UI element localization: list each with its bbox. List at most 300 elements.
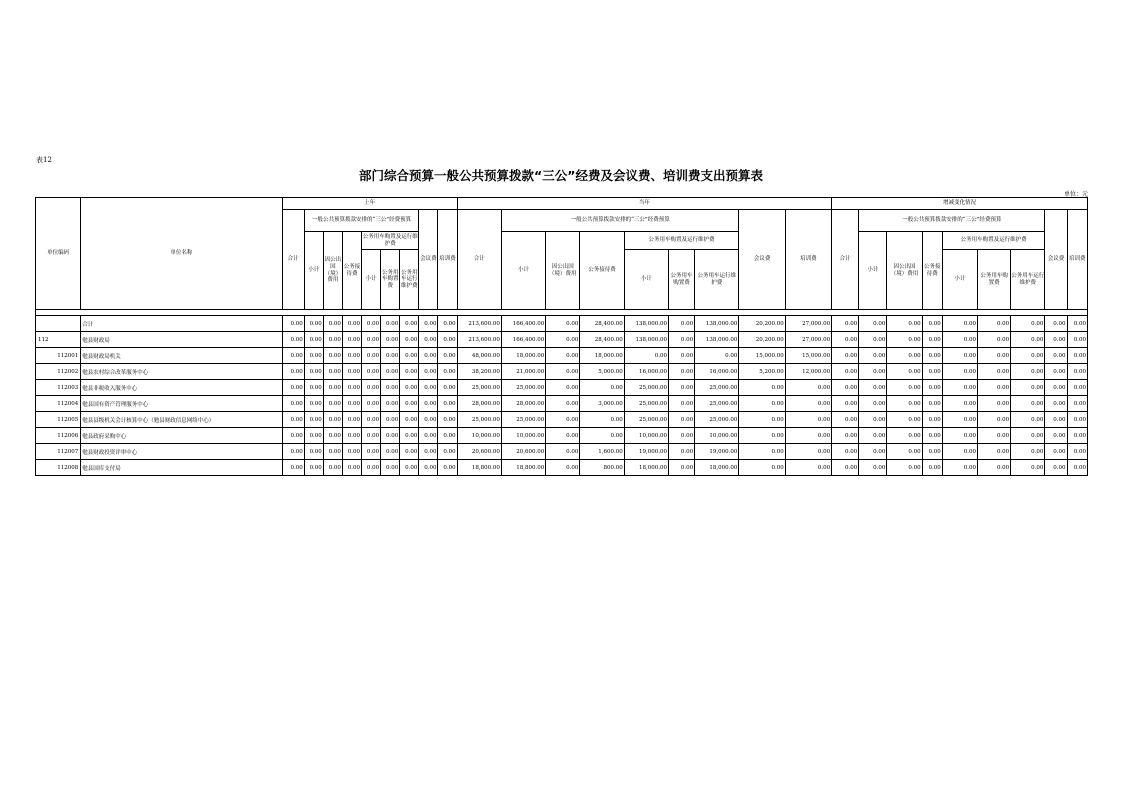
change-value-cell: 0.00 <box>859 332 887 348</box>
header-ch-meeting: 会议费 <box>1045 210 1067 310</box>
last-year-value-cell: 0.00 <box>438 380 457 396</box>
change-value-cell: 0.00 <box>942 396 977 412</box>
header-ch-vehicle-run: 公务用车运行维护费 <box>1011 250 1045 310</box>
unit-label: 单位：元 <box>1063 191 1088 198</box>
this-year-value-cell: 213,600.00 <box>457 332 501 348</box>
change-value-cell: 0.00 <box>832 380 859 396</box>
last-year-value-cell: 0.00 <box>438 396 457 412</box>
change-value-cell: 0.00 <box>942 332 977 348</box>
this-year-value-cell: 0.00 <box>668 332 694 348</box>
this-year-value-cell: 166,400.00 <box>501 332 545 348</box>
last-year-value-cell: 0.00 <box>323 348 342 364</box>
header-ty-vehicle: 公务用车购置及运行维护费 <box>624 232 739 250</box>
last-year-value-cell: 0.00 <box>282 332 304 348</box>
this-year-value-cell: 0.00 <box>785 444 831 460</box>
this-year-value-cell: 0.00 <box>546 412 580 428</box>
change-value-cell: 0.00 <box>1045 380 1067 396</box>
header-ty-total: 合计 <box>457 210 501 310</box>
unit-code-cell: 112003 <box>36 380 81 396</box>
unit-code-cell: 112002 <box>36 364 81 380</box>
last-year-value-cell: 0.00 <box>400 396 419 412</box>
page-title: 部门综合预算一般公共预算拨款“三公”经费及会议费、培训费支出预算表 <box>359 168 763 183</box>
this-year-value-cell: 0.00 <box>739 412 785 428</box>
last-year-value-cell: 0.00 <box>400 428 419 444</box>
this-year-value-cell: 0.00 <box>695 348 739 364</box>
change-value-cell: 0.00 <box>859 412 887 428</box>
table-row <box>36 380 1088 396</box>
this-year-value-cell: 0.00 <box>668 316 694 332</box>
this-year-value-cell: 0.00 <box>546 396 580 412</box>
unit-name-cell: 勉县财政局机关 <box>81 348 282 364</box>
this-year-value-cell: 25,000.00 <box>501 412 545 428</box>
unit-code-cell: 112006 <box>36 428 81 444</box>
this-year-value-cell: 0.00 <box>668 428 694 444</box>
last-year-value-cell: 0.00 <box>438 444 457 460</box>
change-value-cell: 0.00 <box>1011 364 1045 380</box>
last-year-value-cell: 0.00 <box>400 380 419 396</box>
last-year-value-cell: 0.00 <box>400 348 419 364</box>
last-year-value-cell: 0.00 <box>304 364 323 380</box>
header-ly-vehicle-buy: 公务用车购置费 <box>381 250 400 310</box>
unit-code-cell: 112005 <box>36 412 81 428</box>
change-value-cell: 0.00 <box>1067 364 1087 380</box>
change-value-cell: 0.00 <box>859 348 887 364</box>
change-value-cell: 0.00 <box>1011 428 1045 444</box>
last-year-value-cell: 0.00 <box>304 412 323 428</box>
this-year-value-cell: 48,000.00 <box>457 348 501 364</box>
this-year-value-cell: 18,000.00 <box>580 348 624 364</box>
change-value-cell: 0.00 <box>942 380 977 396</box>
this-year-value-cell: 18,800.00 <box>457 460 501 476</box>
table-row <box>36 412 1088 428</box>
this-year-value-cell: 0.00 <box>739 444 785 460</box>
this-year-value-cell: 0.00 <box>580 380 624 396</box>
last-year-value-cell: 0.00 <box>282 380 304 396</box>
change-value-cell: 0.00 <box>1011 380 1045 396</box>
this-year-value-cell: 25,000.00 <box>695 412 739 428</box>
last-year-value-cell: 0.00 <box>304 460 323 476</box>
table-row <box>36 316 1088 332</box>
table-row <box>36 348 1088 364</box>
this-year-value-cell: 3,000.00 <box>580 396 624 412</box>
change-value-cell: 0.00 <box>859 316 887 332</box>
this-year-value-cell: 0.00 <box>739 380 785 396</box>
last-year-value-cell: 0.00 <box>381 396 400 412</box>
change-value-cell: 0.00 <box>887 412 922 428</box>
last-year-value-cell: 0.00 <box>362 348 381 364</box>
last-year-value-cell: 0.00 <box>419 348 438 364</box>
last-year-value-cell: 0.00 <box>381 412 400 428</box>
header-ly-meeting: 会议费 <box>419 210 438 310</box>
this-year-value-cell: 0.00 <box>739 460 785 476</box>
this-year-value-cell: 0.00 <box>785 396 831 412</box>
this-year-value-cell: 0.00 <box>624 348 668 364</box>
last-year-value-cell: 0.00 <box>282 364 304 380</box>
change-value-cell: 0.00 <box>887 428 922 444</box>
last-year-value-cell: 0.00 <box>438 460 457 476</box>
change-value-cell: 0.00 <box>832 460 859 476</box>
last-year-value-cell: 0.00 <box>381 348 400 364</box>
last-year-value-cell: 0.00 <box>381 364 400 380</box>
change-value-cell: 0.00 <box>977 444 1010 460</box>
header-ch-vehicle-buy: 公务用车购置费 <box>977 250 1010 310</box>
change-value-cell: 0.00 <box>942 316 977 332</box>
this-year-value-cell: 0.00 <box>785 412 831 428</box>
header-last-year: 上年 <box>282 198 457 210</box>
this-year-value-cell: 0.00 <box>668 380 694 396</box>
this-year-value-cell: 27,000.00 <box>785 332 831 348</box>
change-value-cell: 0.00 <box>922 460 942 476</box>
this-year-value-cell: 0.00 <box>785 428 831 444</box>
last-year-value-cell: 0.00 <box>282 316 304 332</box>
last-year-value-cell: 0.00 <box>419 396 438 412</box>
change-value-cell: 0.00 <box>832 332 859 348</box>
this-year-value-cell: 20,600.00 <box>457 444 501 460</box>
last-year-value-cell: 0.00 <box>362 444 381 460</box>
change-value-cell: 0.00 <box>977 316 1010 332</box>
this-year-value-cell: 18,000.00 <box>624 460 668 476</box>
this-year-value-cell: 138,000.00 <box>695 316 739 332</box>
this-year-value-cell: 25,000.00 <box>624 396 668 412</box>
unit-code-cell: 112008 <box>36 460 81 476</box>
this-year-value-cell: 0.00 <box>546 444 580 460</box>
change-value-cell: 0.00 <box>1045 444 1067 460</box>
last-year-value-cell: 0.00 <box>323 412 342 428</box>
header-ch-sangong: 一般公共预算拨款安排的“三公”经费预算 <box>859 210 1045 232</box>
last-year-value-cell: 0.00 <box>400 460 419 476</box>
change-value-cell: 0.00 <box>942 460 977 476</box>
last-year-value-cell: 0.00 <box>323 380 342 396</box>
last-year-value-cell: 0.00 <box>438 364 457 380</box>
header-ch-training: 培训费 <box>1067 210 1087 310</box>
change-value-cell: 0.00 <box>922 412 942 428</box>
table-row <box>36 444 1088 460</box>
last-year-value-cell: 0.00 <box>438 428 457 444</box>
this-year-value-cell: 20,200.00 <box>739 316 785 332</box>
last-year-value-cell: 0.00 <box>362 380 381 396</box>
header-ty-meeting: 会议费 <box>739 210 785 310</box>
change-value-cell: 0.00 <box>832 364 859 380</box>
change-value-cell: 0.00 <box>887 444 922 460</box>
this-year-value-cell: 213,600.00 <box>457 316 501 332</box>
change-value-cell: 0.00 <box>1011 348 1045 364</box>
last-year-value-cell: 0.00 <box>381 444 400 460</box>
change-value-cell: 0.00 <box>859 396 887 412</box>
last-year-value-cell: 0.00 <box>438 316 457 332</box>
last-year-value-cell: 0.00 <box>400 412 419 428</box>
table-row <box>36 396 1088 412</box>
last-year-value-cell: 0.00 <box>438 348 457 364</box>
last-year-value-cell: 0.00 <box>419 444 438 460</box>
change-value-cell: 0.00 <box>1045 332 1067 348</box>
this-year-value-cell: 0.00 <box>739 396 785 412</box>
last-year-value-cell: 0.00 <box>419 364 438 380</box>
this-year-value-cell: 28,400.00 <box>580 332 624 348</box>
table-row <box>36 428 1088 444</box>
change-value-cell: 0.00 <box>832 428 859 444</box>
change-value-cell: 0.00 <box>1045 460 1067 476</box>
table-row <box>36 364 1088 380</box>
header-this-year: 当年 <box>457 198 831 210</box>
header-ch-abroad: 因公出国（境）费用 <box>887 232 922 310</box>
change-value-cell: 0.00 <box>1067 348 1087 364</box>
change-value-cell: 0.00 <box>977 332 1010 348</box>
header-ly-reception: 公务接待费 <box>342 232 361 310</box>
change-value-cell: 0.00 <box>832 444 859 460</box>
last-year-value-cell: 0.00 <box>282 348 304 364</box>
change-value-cell: 0.00 <box>832 316 859 332</box>
change-value-cell: 0.00 <box>887 380 922 396</box>
last-year-value-cell: 0.00 <box>381 460 400 476</box>
this-year-value-cell: 0.00 <box>580 428 624 444</box>
change-value-cell: 0.00 <box>1011 460 1045 476</box>
last-year-value-cell: 0.00 <box>400 364 419 380</box>
last-year-value-cell: 0.00 <box>438 412 457 428</box>
last-year-value-cell: 0.00 <box>419 460 438 476</box>
header-ty-sangong: 一般公共预算拨款安排的“三公”经费预算 <box>501 210 739 232</box>
unit-name-cell: 勉县县级机关会计核算中心（勉县财政信息网络中心） <box>81 412 282 428</box>
change-value-cell: 0.00 <box>922 396 942 412</box>
this-year-value-cell: 0.00 <box>546 332 580 348</box>
this-year-value-cell: 1,600.00 <box>580 444 624 460</box>
header-ty-reception: 公务接待费 <box>580 232 624 310</box>
last-year-value-cell: 0.00 <box>400 444 419 460</box>
last-year-value-cell: 0.00 <box>282 460 304 476</box>
last-year-value-cell: 0.00 <box>362 396 381 412</box>
header-ly-abroad: 因公出国（境）费用 <box>323 232 342 310</box>
change-value-cell: 0.00 <box>1011 412 1045 428</box>
change-value-cell: 0.00 <box>1067 380 1087 396</box>
this-year-value-cell: 18,000.00 <box>695 460 739 476</box>
this-year-value-cell: 28,000.00 <box>457 396 501 412</box>
change-value-cell: 0.00 <box>859 380 887 396</box>
this-year-value-cell: 15,000.00 <box>785 348 831 364</box>
change-value-cell: 0.00 <box>887 348 922 364</box>
header-ch-vehicle-subtotal: 小计 <box>942 250 977 310</box>
change-value-cell: 0.00 <box>1045 428 1067 444</box>
this-year-value-cell: 0.00 <box>785 380 831 396</box>
last-year-value-cell: 0.00 <box>304 380 323 396</box>
this-year-value-cell: 0.00 <box>785 460 831 476</box>
unit-code-cell: 112004 <box>36 396 81 412</box>
change-value-cell: 0.00 <box>922 380 942 396</box>
last-year-value-cell: 0.00 <box>419 316 438 332</box>
this-year-value-cell: 5,000.00 <box>580 364 624 380</box>
last-year-value-cell: 0.00 <box>282 444 304 460</box>
change-value-cell: 0.00 <box>887 396 922 412</box>
change-value-cell: 0.00 <box>1067 412 1087 428</box>
unit-name-cell: 勉县国有资产管理服务中心 <box>81 396 282 412</box>
change-value-cell: 0.00 <box>1067 444 1087 460</box>
change-value-cell: 0.00 <box>977 460 1010 476</box>
last-year-value-cell: 0.00 <box>381 380 400 396</box>
this-year-value-cell: 5,200.00 <box>739 364 785 380</box>
last-year-value-cell: 0.00 <box>304 316 323 332</box>
last-year-value-cell: 0.00 <box>342 348 361 364</box>
this-year-value-cell: 18,000.00 <box>501 348 545 364</box>
change-value-cell: 0.00 <box>832 396 859 412</box>
this-year-value-cell: 0.00 <box>580 412 624 428</box>
this-year-value-cell: 25,000.00 <box>695 396 739 412</box>
change-value-cell: 0.00 <box>859 444 887 460</box>
last-year-value-cell: 0.00 <box>342 444 361 460</box>
this-year-value-cell: 0.00 <box>546 316 580 332</box>
this-year-value-cell: 10,000.00 <box>457 428 501 444</box>
unit-name-cell: 勉县国库支付局 <box>81 460 282 476</box>
last-year-value-cell: 0.00 <box>323 332 342 348</box>
change-value-cell: 0.00 <box>887 364 922 380</box>
this-year-value-cell: 166,400.00 <box>501 316 545 332</box>
this-year-value-cell: 0.00 <box>668 444 694 460</box>
last-year-value-cell: 0.00 <box>323 460 342 476</box>
this-year-value-cell: 0.00 <box>546 428 580 444</box>
last-year-value-cell: 0.00 <box>342 364 361 380</box>
change-value-cell: 0.00 <box>977 428 1010 444</box>
last-year-value-cell: 0.00 <box>304 348 323 364</box>
change-value-cell: 0.00 <box>1067 428 1087 444</box>
change-value-cell: 0.00 <box>859 364 887 380</box>
this-year-value-cell: 138,000.00 <box>624 316 668 332</box>
unit-name-cell: 合计 <box>81 316 282 332</box>
this-year-value-cell: 19,000.00 <box>624 444 668 460</box>
change-value-cell: 0.00 <box>1067 316 1087 332</box>
this-year-value-cell: 138,000.00 <box>624 332 668 348</box>
last-year-value-cell: 0.00 <box>342 396 361 412</box>
change-value-cell: 0.00 <box>977 348 1010 364</box>
this-year-value-cell: 27,000.00 <box>785 316 831 332</box>
change-value-cell: 0.00 <box>922 364 942 380</box>
this-year-value-cell: 12,000.00 <box>785 364 831 380</box>
change-value-cell: 0.00 <box>977 380 1010 396</box>
change-value-cell: 0.00 <box>832 412 859 428</box>
header-ch-reception: 公务接待费 <box>922 232 942 310</box>
header-ty-vehicle-buy: 公务用车购置费 <box>668 250 694 310</box>
change-value-cell: 0.00 <box>1011 444 1045 460</box>
last-year-value-cell: 0.00 <box>342 316 361 332</box>
change-value-cell: 0.00 <box>922 348 942 364</box>
unit-code-cell: 112001 <box>36 348 81 364</box>
last-year-value-cell: 0.00 <box>362 316 381 332</box>
change-value-cell: 0.00 <box>1067 332 1087 348</box>
last-year-value-cell: 0.00 <box>323 364 342 380</box>
last-year-value-cell: 0.00 <box>419 412 438 428</box>
header-ch-vehicle: 公务用车购置及运行维护费 <box>942 232 1045 250</box>
last-year-value-cell: 0.00 <box>282 428 304 444</box>
header-unit-code: 单位编码 <box>36 198 81 310</box>
header-ty-vehicle-subtotal: 小计 <box>624 250 668 310</box>
change-value-cell: 0.00 <box>1067 396 1087 412</box>
this-year-value-cell: 25,000.00 <box>695 380 739 396</box>
table-row <box>36 460 1088 476</box>
change-value-cell: 0.00 <box>1011 332 1045 348</box>
change-value-cell: 0.00 <box>922 332 942 348</box>
table-row <box>36 332 1088 348</box>
change-value-cell: 0.00 <box>1045 396 1067 412</box>
last-year-value-cell: 0.00 <box>381 332 400 348</box>
this-year-value-cell: 0.00 <box>546 460 580 476</box>
this-year-value-cell: 0.00 <box>668 412 694 428</box>
this-year-value-cell: 10,000.00 <box>501 428 545 444</box>
change-value-cell: 0.00 <box>942 428 977 444</box>
last-year-value-cell: 0.00 <box>323 444 342 460</box>
last-year-value-cell: 0.00 <box>400 316 419 332</box>
last-year-value-cell: 0.00 <box>362 412 381 428</box>
header-ty-abroad: 因公出国（境）费用 <box>546 232 580 310</box>
change-value-cell: 0.00 <box>887 316 922 332</box>
last-year-value-cell: 0.00 <box>381 316 400 332</box>
this-year-value-cell: 0.00 <box>546 348 580 364</box>
unit-code-cell: 112007 <box>36 444 81 460</box>
header-change: 增减变化情况 <box>832 198 1088 210</box>
unit-code-cell <box>36 316 81 332</box>
change-value-cell: 0.00 <box>977 412 1010 428</box>
this-year-value-cell: 800.00 <box>580 460 624 476</box>
change-value-cell: 0.00 <box>942 348 977 364</box>
header-ch-total: 合计 <box>832 210 859 310</box>
this-year-value-cell: 20,600.00 <box>501 444 545 460</box>
this-year-value-cell: 25,000.00 <box>501 380 545 396</box>
last-year-value-cell: 0.00 <box>419 332 438 348</box>
table-number: 表12 <box>36 156 52 164</box>
this-year-value-cell: 0.00 <box>546 364 580 380</box>
header-ly-total: 合计 <box>282 210 304 310</box>
unit-code-cell: 112 <box>36 332 81 348</box>
header-ch-subtotal: 小计 <box>859 232 887 310</box>
last-year-value-cell: 0.00 <box>400 332 419 348</box>
unit-name-cell: 勉县农村综合改革服务中心 <box>81 364 282 380</box>
this-year-value-cell: 15,000.00 <box>739 348 785 364</box>
this-year-value-cell: 16,000.00 <box>695 364 739 380</box>
change-value-cell: 0.00 <box>1067 460 1087 476</box>
last-year-value-cell: 0.00 <box>304 428 323 444</box>
this-year-value-cell: 25,000.00 <box>457 380 501 396</box>
change-value-cell: 0.00 <box>1011 396 1045 412</box>
header-ty-subtotal: 小计 <box>501 232 545 310</box>
last-year-value-cell: 0.00 <box>342 428 361 444</box>
change-value-cell: 0.00 <box>1045 412 1067 428</box>
this-year-value-cell: 0.00 <box>668 460 694 476</box>
change-value-cell: 0.00 <box>942 444 977 460</box>
this-year-value-cell: 25,000.00 <box>457 412 501 428</box>
budget-table <box>35 197 1088 476</box>
last-year-value-cell: 0.00 <box>304 396 323 412</box>
change-value-cell: 0.00 <box>1045 364 1067 380</box>
this-year-value-cell: 20,200.00 <box>739 332 785 348</box>
last-year-value-cell: 0.00 <box>419 428 438 444</box>
last-year-value-cell: 0.00 <box>323 396 342 412</box>
header-ly-vehicle-run: 公务用车运行维护费 <box>400 250 419 310</box>
last-year-value-cell: 0.00 <box>362 332 381 348</box>
change-value-cell: 0.00 <box>887 332 922 348</box>
change-value-cell: 0.00 <box>977 364 1010 380</box>
last-year-value-cell: 0.00 <box>304 444 323 460</box>
this-year-value-cell: 0.00 <box>546 380 580 396</box>
last-year-value-cell: 0.00 <box>362 428 381 444</box>
last-year-value-cell: 0.00 <box>342 380 361 396</box>
header-ly-vehicle-subtotal: 小计 <box>362 250 381 310</box>
this-year-value-cell: 0.00 <box>739 428 785 444</box>
last-year-value-cell: 0.00 <box>342 412 361 428</box>
change-value-cell: 0.00 <box>1045 316 1067 332</box>
last-year-value-cell: 0.00 <box>362 364 381 380</box>
this-year-value-cell: 28,400.00 <box>580 316 624 332</box>
header-ly-sangong: 一般公共预算拨款安排的“三公”经费预算 <box>304 210 419 232</box>
header-ty-vehicle-run: 公务用车运行维护费 <box>695 250 739 310</box>
this-year-value-cell: 16,000.00 <box>624 364 668 380</box>
this-year-value-cell: 0.00 <box>668 396 694 412</box>
unit-name-cell: 勉县财政投资评审中心 <box>81 444 282 460</box>
this-year-value-cell: 18,800.00 <box>501 460 545 476</box>
